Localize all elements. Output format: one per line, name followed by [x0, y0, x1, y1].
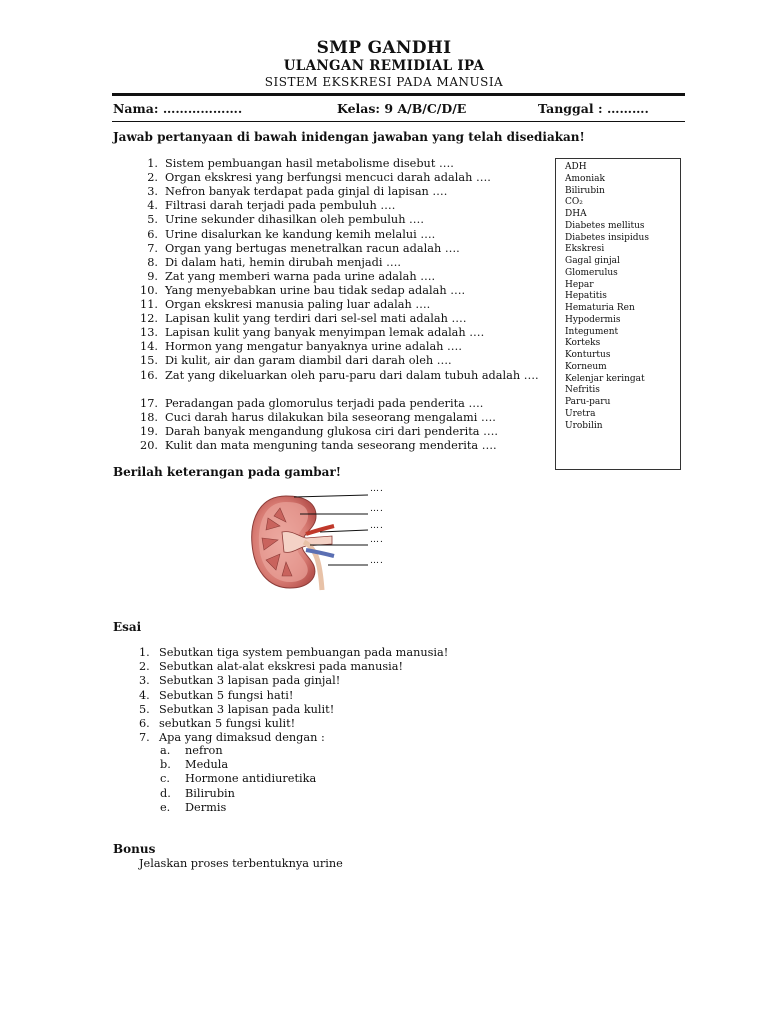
question-item: [133, 212, 545, 227]
item-number: b.: [160, 758, 171, 772]
question-item: [133, 368, 545, 383]
essay-subitem: [160, 801, 226, 815]
section3-title: Esai: [113, 620, 142, 634]
item-text: Urine sekunder dihasilkan oleh pembuluh ….: [165, 213, 424, 226]
answer-option: Urobilin: [565, 421, 603, 431]
diagram-leader-lines: [290, 485, 370, 575]
question-item: [133, 241, 545, 256]
answer-option: Integument: [565, 327, 619, 337]
item-number: 17.: [140, 397, 158, 410]
name-field: Nama: ……………….: [113, 101, 243, 116]
item-text: nefron: [185, 744, 223, 757]
item-text: Sebutkan 3 lapisan pada ginjal!: [159, 674, 341, 688]
essay-item: [139, 703, 334, 717]
essay-subitem: [160, 758, 228, 772]
answer-option: Glomerulus: [565, 268, 618, 278]
item-number: 13.: [140, 326, 158, 339]
header-divider-thin: [112, 121, 685, 122]
diagram-label-5: ….: [370, 556, 384, 566]
answer-option: Diabetes mellitus: [565, 221, 645, 231]
item-text: Hormone antidiuretika: [185, 772, 317, 786]
item-number: 10.: [140, 284, 158, 297]
item-text: Sebutkan tiga system pembuangan pada manusia!: [159, 646, 449, 659]
question-item: [133, 438, 545, 453]
answer-option: CO₂: [565, 197, 583, 207]
item-text: Nefron banyak terdapat pada ginjal di lapisan ….: [165, 185, 448, 198]
answer-option: Gagal ginjal: [565, 256, 620, 266]
item-text: Sebutkan alat-alat ekskresi pada manusia!: [159, 660, 404, 674]
diagram-label-2: ….: [370, 504, 384, 514]
item-number: 3.: [147, 185, 158, 198]
diagram-label-3: ….: [370, 521, 384, 531]
item-number: 19.: [140, 425, 158, 438]
item-text: Sebutkan 3 lapisan pada kulit!: [159, 702, 335, 716]
question-item: [133, 339, 545, 354]
answer-option: DHA: [565, 209, 587, 219]
item-number: 15.: [140, 354, 158, 367]
item-text: Di kulit, air dan garam diambil dari darah oleh ….: [165, 354, 452, 367]
item-number: 18.: [140, 411, 158, 424]
item-text: Peradangan pada glomorulus terjadi pada penderita ….: [165, 397, 484, 410]
exam-topic: SISTEM EKSKRESI PADA MANUSIA: [264, 75, 504, 89]
item-number: 1.: [147, 157, 158, 170]
bonus-question: Jelaskan proses terbentuknya urine: [139, 857, 343, 870]
item-text: Zat yang dikeluarkan oleh paru-paru dari dalam tubuh adalah ….: [165, 369, 539, 382]
answer-option: Konturtus: [565, 350, 611, 360]
essay-item: [139, 689, 293, 703]
diagram-label-1: ….: [370, 484, 384, 494]
item-text: Dermis: [185, 800, 227, 814]
question-item: [133, 297, 545, 312]
item-number: 5.: [147, 213, 158, 226]
item-number: c.: [160, 772, 170, 786]
essay-item: [139, 646, 448, 660]
item-text: Medula: [185, 758, 229, 772]
item-text: Sebutkan 5 fungsi hati!: [159, 688, 294, 702]
item-number: 20.: [140, 439, 158, 452]
date-field: Tanggal : ……….: [538, 101, 649, 116]
item-text: Hormon yang mengatur banyaknya urine adalah ….: [165, 340, 462, 353]
item-text: Filtrasi darah terjadi pada pembuluh ….: [165, 199, 396, 212]
item-text: Bilirubin: [185, 786, 235, 800]
item-number: a.: [160, 744, 171, 757]
question-item: [133, 353, 545, 368]
answer-option: Korneum: [565, 362, 607, 372]
item-text: Sistem pembuangan hasil metabolisme disebut ….: [165, 157, 454, 170]
item-number: 11.: [140, 298, 158, 311]
section2-title: Berilah keterangan pada gambar!: [113, 465, 342, 479]
item-number: 4.: [139, 688, 150, 702]
answer-option: Diabetes insipidus: [565, 233, 649, 243]
answer-option: Uretra: [565, 409, 596, 419]
question-item: [133, 396, 545, 411]
item-text: Cuci darah harus dilakukan bila seseorang mengalami ….: [165, 411, 496, 424]
answer-option: Ekskresi: [565, 244, 605, 254]
item-text: Lapisan kulit yang banyak menyimpan lemak adalah ….: [165, 326, 485, 339]
question-item: [133, 170, 545, 185]
essay-item: [139, 660, 403, 674]
class-field: Kelas: 9 A/B/C/D/E: [337, 101, 467, 116]
answer-option: Amoniak: [565, 174, 605, 184]
item-text: Lapisan kulit yang terdiri dari sel-sel mati adalah ….: [165, 312, 467, 325]
answer-option: Bilirubin: [565, 186, 605, 196]
essay-subitem: [160, 744, 223, 758]
item-number: 9.: [147, 270, 158, 283]
item-number: e.: [160, 800, 171, 814]
question-item: [133, 410, 545, 425]
answer-option: Korteks: [565, 338, 601, 348]
item-text: Zat yang memberi warna pada urine adalah ….: [165, 270, 436, 283]
item-number: 16.: [140, 369, 158, 382]
item-number: 14.: [140, 340, 158, 353]
question-item: [133, 311, 545, 326]
answer-option: Kelenjar keringat: [565, 374, 645, 384]
item-text: Di dalam hati, hemin dirubah menjadi ….: [165, 256, 401, 269]
answer-option: Paru-paru: [565, 397, 611, 407]
question-item: [133, 156, 545, 171]
question-item: [133, 269, 545, 284]
item-number: 6.: [139, 717, 150, 730]
answer-option: Hepatitis: [565, 291, 607, 301]
item-text: Organ yang bertugas menetralkan racun adalah ….: [165, 242, 460, 255]
question-item: [133, 198, 545, 213]
essay-item: [139, 717, 295, 731]
item-number: 7.: [147, 242, 158, 255]
item-text: Urine disalurkan ke kandung kemih melalui ….: [165, 228, 436, 241]
item-number: d.: [160, 786, 171, 800]
question-item: [133, 255, 545, 270]
item-text: Organ ekskresi manusia paling luar adalah ….: [165, 298, 431, 311]
item-number: 2.: [147, 171, 158, 184]
question-item: [133, 424, 545, 439]
question-item: [133, 184, 545, 199]
item-text: Apa yang dimaksud dengan :: [159, 731, 325, 745]
item-number: 2.: [139, 660, 150, 674]
answer-option: ADH: [565, 162, 587, 172]
item-text: Darah banyak mengandung glukosa ciri dari penderita ….: [165, 425, 498, 438]
question-item: [133, 283, 545, 298]
question-item: [133, 325, 545, 340]
item-number: 12.: [140, 312, 158, 325]
item-text: sebutkan 5 fungsi kulit!: [159, 717, 296, 730]
item-number: 5.: [139, 702, 150, 716]
diagram-label-4: ….: [370, 535, 384, 545]
header-divider-thick: [112, 93, 685, 96]
item-number: 8.: [147, 256, 158, 269]
essay-subitem: [160, 787, 235, 801]
question-item: [133, 227, 545, 242]
answer-option: Nefritis: [565, 385, 600, 395]
item-number: 4.: [147, 199, 158, 212]
item-number: 1.: [139, 646, 150, 659]
bonus-title: Bonus: [113, 842, 156, 856]
school-name: SMP GANDHI: [316, 38, 452, 58]
item-text: Organ ekskresi yang berfungsi mencuci darah adalah ….: [165, 171, 491, 184]
item-text: Kulit dan mata menguning tanda seseorang menderita ….: [165, 439, 497, 452]
item-number: 3.: [139, 674, 150, 688]
essay-item: [139, 674, 340, 688]
answer-option: Hypodermis: [565, 315, 621, 325]
essay-subitem: [160, 772, 316, 786]
item-text: Yang menyebabkan urine bau tidak sedap adalah ….: [165, 284, 466, 297]
exam-title: ULANGAN REMIDIAL IPA: [283, 58, 485, 74]
answer-option: Hepar: [565, 280, 594, 290]
item-number: 7.: [139, 731, 150, 745]
answer-option: Hematuria Ren: [565, 303, 635, 313]
section1-instruction: Jawab pertanyaan di bawah inidengan jawaban yang telah disediakan!: [113, 130, 585, 144]
item-number: 6.: [147, 228, 158, 241]
